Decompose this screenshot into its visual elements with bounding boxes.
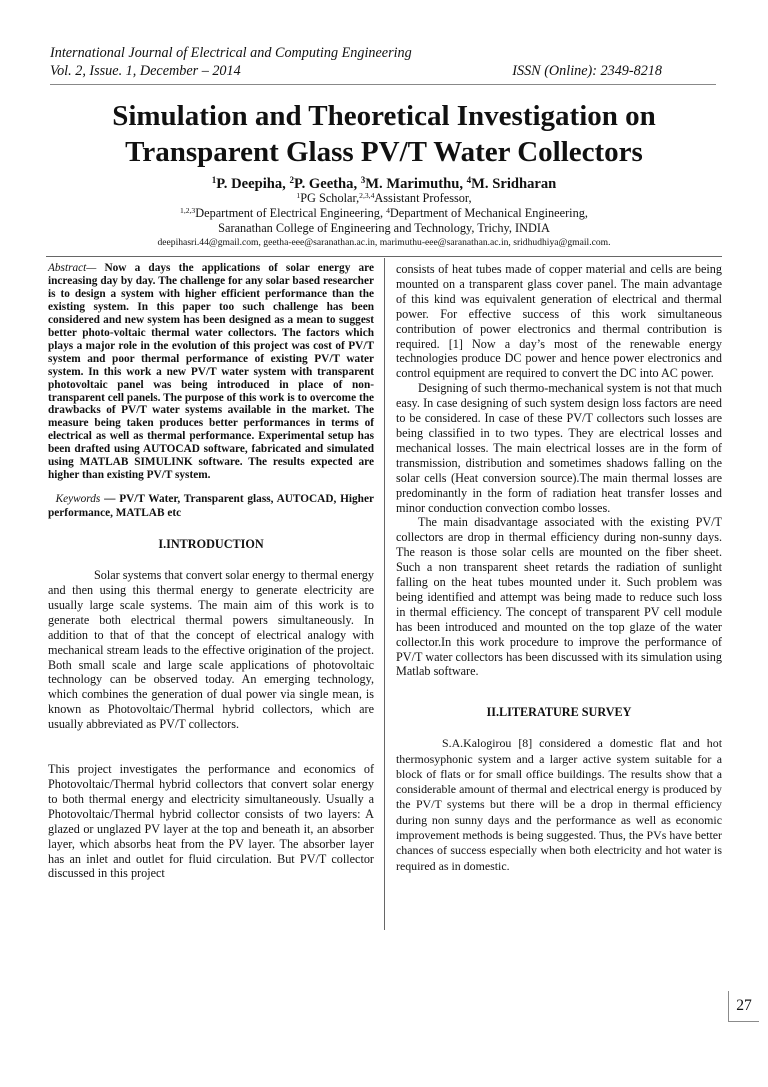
- right-column: [396, 262, 722, 874]
- scholar-sup: 1: [296, 190, 301, 200]
- intro-paragraph-1: Solar systems that convert solar energy to thermal energy and then using this thermal energy to generate electricity are usually large scale systems. The main aim of this work is to generate both electrical thermal powers simultaneously. In addition to that of that the concept of electrical analogy with mechanical stream leads to the effective origination of the project. Both small scale and large scale applications of photovoltaic technology can be observed today. An emerging technology, which combines the generation of dual power via single mean, is known as Photovoltaic/Thermal hybrid collectors, which are usually abbreviated as PV/T collectors.: [48, 568, 374, 732]
- author-1: P. Deepiha: [216, 176, 283, 192]
- column-divider: [384, 258, 385, 930]
- paper-title: [40, 98, 728, 170]
- title-line-1: Simulation and Theoretical Investigation on: [112, 100, 656, 132]
- author-2: P. Geetha: [294, 176, 354, 192]
- journal-issn: ISSN (Online): 2349-8218: [512, 63, 662, 79]
- abstract-text: Now a days the applications of solar energy are increasing day by day. The challenge for any solar based researcher is to design a system with higher efficient performance than the existing system. In this paper too such challenge has been considered and new system has been designed as a mean to suggest better photo-voltaic thermal water collectors. The factors which plays a major role in the evolution of this project was cost of PV/T system and poor thermal performance of existing PV/T water system. In this work a new PV/T water system with transparent photovoltaic panel was being introduced in place of non-transparent cell panels. The purpose of this work is to overcome the drawbacks of PV/T water systems available in the market. The measure being taken produces better performances in terms of electrical as well as thermal performance. Experimental setup has been drafted using AUTOCAD software, fabricated and simulated using MATLAB SIMULINK software. The results expected are higher than existing PV/T system.: [48, 262, 374, 482]
- affiliation-roles: [40, 191, 728, 207]
- author-list: $^1$P. Deepiha, $^2$P. Geetha, $^3$M. Marimuthu, $^4$M. Sridharan: [211, 175, 557, 192]
- abstract: [48, 262, 374, 482]
- author-1-sup: 1: [211, 175, 217, 186]
- affiliation-departments: [40, 206, 728, 222]
- professor-role: Assistant Professor,: [374, 191, 472, 205]
- author-3: M. Marimuthu: [365, 176, 460, 192]
- page-number: 27: [728, 991, 759, 1022]
- keywords: [48, 492, 374, 520]
- journal-name: International Journal of Electrical and Computing Engineering: [50, 45, 412, 61]
- abstract-label: Abstract—: [48, 262, 97, 274]
- author-2-sup: 2: [289, 175, 294, 186]
- right-paragraph-2: Designing of such thermo-mechanical system is not that much easy. In case designing of such system design loss factors are need to be considered. In case of these PV/T collectors such losses are being classified in to two types. They are electrical losses and mechanical losses. The main electrical losses are in the form of transmission, distribution and sometimes shadows falling on the solar cells (Heat conversion source).The main thermal losses are predominantly in the form of radiation heat transfer losses and minor conduction convection combo losses.: [396, 381, 722, 515]
- author-4-sup: 4: [466, 175, 472, 186]
- right-paragraph-1: consists of heat tubes made of copper material and cells are being mounted on a transparent glass cover panel. The main advantage of this kind was equivalent generation of electrical and thermal power. For effective success of this work simultaneous contribution of power electronics and thermal contribution is required. [1] Now a day’s most of the renewable energy technologies produce DC power and hence power electronics and control equipment are required to convert the DC into AC power.: [396, 262, 722, 381]
- affiliation-college: Saranathan College of Engineering and Technology, Trichy, INDIA: [218, 221, 550, 235]
- intro-heading: I.INTRODUCTION: [158, 537, 264, 552]
- paragraph-gap: [48, 732, 374, 762]
- body-top-divider: [46, 256, 722, 257]
- journal-header: [50, 44, 662, 80]
- scholar-role: PG Scholar,: [300, 191, 360, 205]
- literature-heading: II.LITERATURE SURVEY: [486, 705, 632, 720]
- title-line-2: Transparent Glass PV/T Water Collectors: [125, 136, 643, 168]
- author-3-sup: 3: [360, 175, 366, 186]
- literature-paragraph-1: S.A.Kalogirou [8] considered a domestic flat and hot thermosyphonic system and a larger active system suitable for a block of flats or for small office buildings. The results show that a considerable amount of thermal and electrical energy is produced by the PV/T systems but there will be a drop in thermal efficiency during non sunny days and the performance as well as economic improvement methods is being suggested. Thus, the PVs have better chances of success especially when both electricity and hot water is required as in domestic.: [396, 736, 722, 873]
- author-emails: deepihasri.44@gmail.com, geetha-eee@saranathan.ac.in, marimuthu-eee@saranathan.ac.in, sridhudhiya@gmail.com.: [157, 237, 611, 248]
- dept-electrical: Department of Electrical Engineering,: [195, 206, 384, 220]
- right-paragraph-3: The main disadvantage associated with the existing PV/T collectors are drop in thermal efficiency during non-sunny days. The reason is those solar cells are mounted on the fiber sheet. Such a non transparent sheet retards the radiation of sunlight falling on the heat tubes mounted under it. Such problem was being identified and attempt was being made to reduce such loss in thermal efficiency. The concept of transparent PV cell module has been introduced and mounted on the top glaze of the water collector.In this work procedure to improve the performance of PV/T water collectors has been discussed with its simulation using Matlab software.: [396, 515, 722, 679]
- left-column: [48, 262, 374, 881]
- keywords-text: — PV/T Water, Transparent glass, AUTOCAD, Higher performance, MATLAB etc: [48, 493, 374, 520]
- professor-sup: 2,3,4: [359, 190, 375, 200]
- dept2-sup: 4: [386, 205, 390, 215]
- journal-volume: Vol. 2, Issue. 1, December – 2014: [50, 63, 241, 79]
- intro-paragraph-2: This project investigates the performance and economics of Photovoltaic/Thermal hybrid collectors that convert solar energy to both thermal energy and electricity simultaneously. Usually a Photovoltaic/Thermal hybrid collector consists of two layers: A glazed or unglazed PV layer at the top and beneath it, an absorber layer, which absorbs heat from the PV layer. The absorber layer has an inlet and outlet for fluid circulation. But PV/T collector discussed in this project: [48, 762, 374, 881]
- dept-mechanical: Department of Mechanical Engineering,: [389, 206, 588, 220]
- keywords-label: Keywords: [55, 493, 101, 506]
- author-4: M. Sridharan: [471, 176, 557, 192]
- header-divider: [50, 84, 716, 85]
- dept1-sup: 1,2,3: [180, 205, 196, 215]
